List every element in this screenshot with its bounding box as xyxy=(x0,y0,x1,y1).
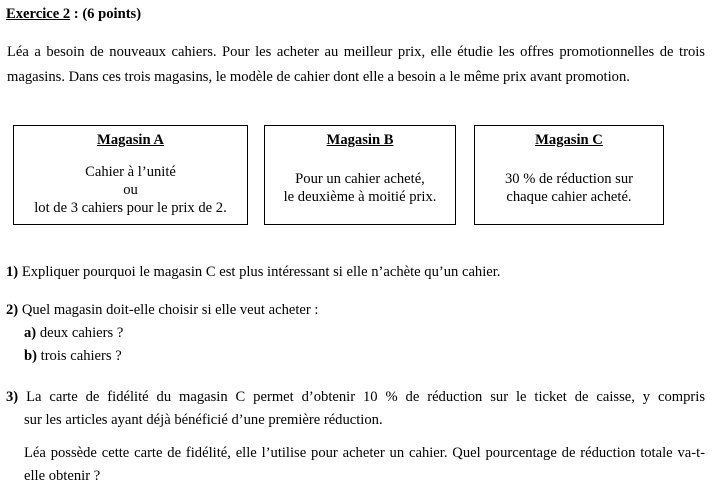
intro-paragraph: Léa a besoin de nouveaux cahiers. Pour les acheter au meilleur prix, elle étudie les offres promotionnelles de trois magasins. Dans ces trois magasins, le modèle de cahier dont elle a besoin a le même prix avant promotion. xyxy=(7,44,705,85)
store-a-line: Cahier à l’unité xyxy=(85,164,176,180)
question-1-number: 1) xyxy=(6,264,19,280)
store-a-title: Magasin A xyxy=(97,132,164,148)
question-2 xyxy=(6,302,318,319)
store-c-title: Magasin C xyxy=(535,132,603,148)
store-a-box xyxy=(13,125,248,225)
question-3-text: La carte de fidélité du magasin C permet d’obtenir 10 % de réduction sur le ticket de caisse, y compris xyxy=(26,389,705,405)
store-c-line: chaque cahier acheté. xyxy=(506,189,632,205)
question-2a xyxy=(24,325,123,342)
question-1-text: Expliquer pourquoi le magasin C est plus intéressant si elle n’achète qu’un cahier. xyxy=(21,264,501,280)
exercise-title: Exercice 2 xyxy=(6,6,71,22)
store-b-offer xyxy=(265,170,455,206)
exercise-points: : (6 points) xyxy=(70,6,142,22)
question-2b-letter: b) xyxy=(24,348,37,364)
store-b-line: Pour un cahier acheté, xyxy=(295,171,425,187)
question-2a-letter: a) xyxy=(24,325,37,341)
question-3 xyxy=(6,389,705,406)
question-3-number: 3) xyxy=(6,389,19,405)
question-2a-text: deux cahiers ? xyxy=(39,325,124,341)
store-b-line: le deuxième à moitié prix. xyxy=(283,189,437,205)
store-b-box xyxy=(264,125,456,225)
store-a-line: lot de 3 cahiers pour le prix de 2. xyxy=(34,200,227,216)
exercise-heading xyxy=(6,6,141,23)
question-3-paragraph: Léa possède cette carte de fidélité, elle l’utilise pour acheter un cahier. Quel pourcentage de réduction totale va-t-elle obtenir ? xyxy=(24,445,705,484)
question-2-number: 2) xyxy=(6,302,19,318)
store-a-offer xyxy=(14,163,247,217)
question-2b xyxy=(24,348,122,365)
store-c-line: 30 % de réduction sur xyxy=(504,171,634,187)
question-2b-text: trois cahiers ? xyxy=(40,348,122,364)
store-a-line: ou xyxy=(123,182,138,198)
store-c-offer xyxy=(475,170,663,206)
store-b-title: Magasin B xyxy=(326,132,394,148)
question-2-text: Quel magasin doit-elle choisir si elle veut acheter : xyxy=(21,302,319,318)
store-c-box xyxy=(474,125,664,225)
question-1 xyxy=(6,264,500,281)
question-3-continuation: sur les articles ayant déjà bénéficié d’une première réduction. xyxy=(24,412,383,428)
